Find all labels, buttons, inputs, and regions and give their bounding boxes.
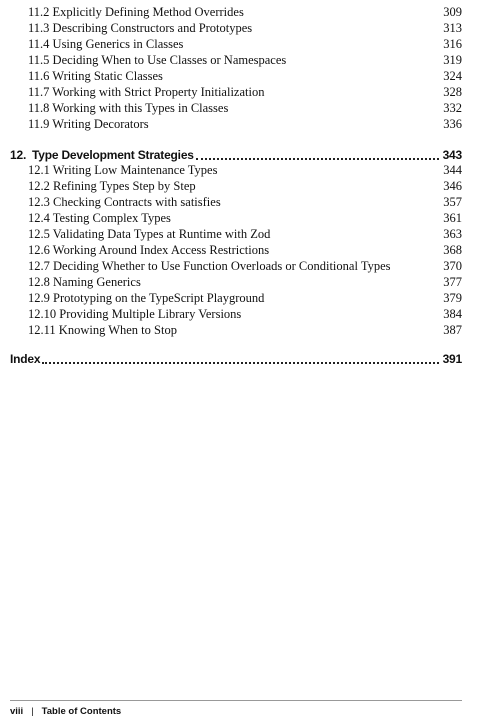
toc-entry-page: 324 — [443, 69, 462, 83]
toc-entry-12-7[interactable] — [28, 258, 462, 274]
toc-entry-title: 12.4 Testing Complex Types — [28, 211, 171, 225]
toc-entry-12-5[interactable] — [28, 226, 462, 242]
toc-entry-12-11[interactable] — [28, 322, 462, 338]
toc-entry-title: 12.6 Working Around Index Access Restrictions — [28, 243, 270, 257]
footer-separator: | — [31, 706, 34, 717]
toc-entry-page: 328 — [443, 85, 462, 99]
toc-entry-title: 12.11 Knowing When to Stop — [28, 323, 177, 337]
index-title: Index — [10, 352, 41, 366]
toc-entry-11-8[interactable] — [28, 100, 462, 116]
toc-entry-title: 11.6 Writing Static Classes — [28, 69, 163, 83]
toc-entry-page: 387 — [443, 323, 462, 337]
toc-entry-title: 11.9 Writing Decorators — [28, 117, 149, 131]
toc-entry-11-6[interactable] — [28, 68, 462, 84]
footer-rule — [10, 700, 462, 701]
toc-entry-title: 12.10 Providing Multiple Library Versions — [28, 307, 242, 321]
toc-entry-page: 319 — [443, 53, 462, 67]
toc-entry-title: 11.4 Using Generics in Classes — [28, 37, 184, 51]
toc-entry-page: 370 — [443, 259, 462, 273]
footer-running-title: Table of Contents — [41, 706, 122, 717]
toc-entry-11-7[interactable] — [28, 84, 462, 100]
toc-entry-page: 316 — [443, 37, 462, 51]
toc-entry-title: 11.2 Explicitly Defining Method Overrides — [28, 5, 244, 19]
index-heading[interactable] — [10, 350, 462, 368]
toc-entry-12-4[interactable] — [28, 210, 462, 226]
toc-entry-title: 12.8 Naming Generics — [28, 275, 141, 289]
toc-entry-12-9[interactable] — [28, 290, 462, 306]
toc-entry-page: 377 — [443, 275, 462, 289]
toc-entry-page: 346 — [443, 179, 462, 193]
toc-entry-page: 336 — [443, 117, 462, 131]
toc-entry-11-3[interactable] — [28, 20, 462, 36]
toc-entry-11-5[interactable] — [28, 52, 462, 68]
chapter-page: 343 — [442, 148, 462, 162]
toc-entry-page: 357 — [443, 195, 462, 209]
dot-leader — [42, 361, 438, 364]
toc-entry-page: 309 — [443, 5, 462, 19]
toc-entry-title: 12.5 Validating Data Types at Runtime with Zod — [28, 227, 271, 241]
toc-entry-page: 384 — [443, 307, 462, 321]
toc-entry-title: 12.3 Checking Contracts with satisfies — [28, 195, 221, 209]
page-footer — [10, 705, 121, 719]
toc-entry-11-2[interactable] — [28, 4, 462, 20]
toc-entry-11-9[interactable] — [28, 116, 462, 132]
index-page: 391 — [442, 352, 462, 366]
chapter-title: Type Development Strategies — [32, 148, 194, 162]
footer-page-number: viii — [10, 706, 24, 717]
toc-entry-page: 332 — [443, 101, 462, 115]
toc-entry-title: 11.7 Working with Strict Property Initialization — [28, 85, 265, 99]
toc-entry-page: 368 — [443, 243, 462, 257]
toc-entry-title: 11.8 Working with this Types in Classes — [28, 101, 229, 115]
dot-leader — [196, 157, 439, 160]
toc-entry-11-4[interactable] — [28, 36, 462, 52]
toc-entry-12-8[interactable] — [28, 274, 462, 290]
toc-entry-title: 11.5 Deciding When to Use Classes or Namespaces — [28, 53, 287, 67]
toc-entry-title: 12.1 Writing Low Maintenance Types — [28, 163, 218, 177]
toc-entry-12-10[interactable] — [28, 306, 462, 322]
toc-entry-page: 363 — [443, 227, 462, 241]
toc-entry-title: 12.9 Prototyping on the TypeScript Playground — [28, 291, 265, 305]
toc-entry-12-1[interactable] — [28, 162, 462, 178]
toc-entry-title: 12.7 Deciding Whether to Use Function Overloads or Conditional Types — [28, 259, 391, 273]
toc-entry-title: 11.3 Describing Constructors and Prototypes — [28, 21, 253, 35]
toc-entry-page: 313 — [443, 21, 462, 35]
toc-entry-12-2[interactable] — [28, 178, 462, 194]
toc-entry-page: 361 — [443, 211, 462, 225]
toc-entry-page: 379 — [443, 291, 462, 305]
toc-entry-title: 12.2 Refining Types Step by Step — [28, 179, 196, 193]
toc-entry-12-6[interactable] — [28, 242, 462, 258]
toc-entry-page: 344 — [443, 163, 462, 177]
chapter-number: 12. — [10, 148, 27, 162]
toc-entry-12-3[interactable] — [28, 194, 462, 210]
